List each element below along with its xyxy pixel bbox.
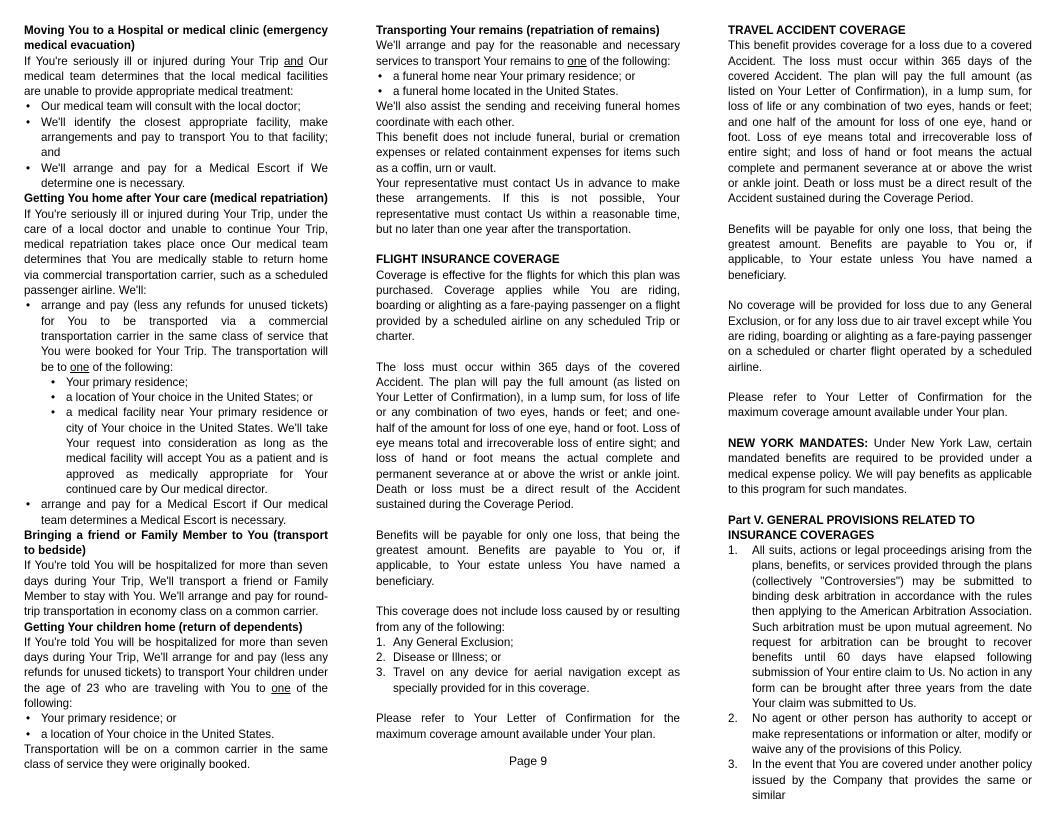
list-number: 1. [376, 635, 386, 649]
list-item: • a funeral home located in the United States. [376, 84, 680, 99]
list-item [376, 650, 680, 665]
list-item [24, 298, 328, 497]
column-middle [376, 23, 680, 742]
spacer [728, 421, 1032, 436]
list-text: Any General Exclusion; [393, 635, 514, 649]
spacer [376, 589, 680, 604]
list-item [728, 711, 1032, 757]
spacer [376, 237, 680, 252]
column-left [24, 23, 328, 773]
spacer [728, 497, 1032, 512]
list-item: • a location of Your choice in the United States; or [49, 390, 328, 405]
list-number: 2. [376, 651, 386, 665]
list-item: • Our medical team will consult with the local doctor; [24, 99, 328, 114]
paragraph-flight-effective: Coverage is effective for the flights for which this plan was purchased. Coverage applies while You are riding, boarding or alighting as a fare-paying passenger on a flight provided by a scheduled airline on any scheduled Trip or charter. [376, 268, 680, 343]
list-item [728, 543, 1032, 711]
underlined-one: one [567, 54, 587, 68]
heading-return-of-dependents: Getting Your children home (return of dependents) [24, 620, 303, 634]
paragraph-remains-assist: We'll also assist the sending and receiving funeral homes coordinate with each other. [376, 100, 680, 129]
flight-exclusions-list [376, 635, 680, 696]
list-item: • a location of Your choice in the United States. [24, 727, 328, 742]
list-number: 3. [728, 758, 738, 772]
column-right [728, 23, 1032, 803]
paragraph-new-york-mandates [728, 436, 1032, 497]
list-number: 1. [728, 544, 738, 558]
dependents-list [24, 711, 328, 742]
text-span: If You're seriously ill or injured during Your Trip [24, 54, 284, 68]
paragraph-flight-benefits: Benefits will be payable for only one loss, that being the greatest amount. Benefits are payable to You or, if applicable, to Your estate unless You have named a beneficiary. [376, 528, 680, 588]
text-span: If You're told You will be hospitalized for more than seven days during Your Trip, We'll arrange for and pay (less any refunds for unused tickets) to transport Your children under the age of 23 who are traveling with You to [24, 635, 328, 695]
paragraph-travel-benefit: This benefit provides coverage for a loss due to a covered Accident. The loss must occur within 365 days of the covered Accident. The plan will pay the full amount (as listed on Your Letter of Confirmation), in a lump sum, for loss of life or any combination of two eyes, hands or feet; and one half of the amount for loss of one eye, hand or foot. Loss of eye means total and irrecoverable loss of entire sight; and loss of hand or foot means the actual complete and permanent severance at or above the wrist or ankle joint. Death or loss must be a direct result of the Accident sustained during the Coverage Period. [728, 39, 1032, 206]
spacer [728, 283, 1032, 298]
list-item: • Your primary residence; [49, 375, 328, 390]
evacuation-list [24, 99, 328, 191]
list-item: • a medical facility near Your primary residence or city of Your choice in the United States. We'll take Your request into consideration as long as the medical facility will accept You as a patient and is approved as medically appropriate for Your continued care by Our medical director. [49, 405, 328, 497]
text-span: of the following: [89, 360, 174, 374]
spacer [728, 375, 1032, 390]
repatriation-list [24, 298, 328, 527]
spacer [376, 696, 680, 711]
heading-travel-accident: TRAVEL ACCIDENT COVERAGE [728, 24, 906, 37]
paragraph-travel-refer: Please refer to Your Letter of Confirmation for the maximum coverage amount available under Your plan. [728, 391, 1032, 420]
text-span: arrange and pay (less any refunds for unused tickets) for You to be transported via a commercial transportation carrier in the same class of service that You were booked for Your Trip. The transportation will be to [41, 299, 328, 374]
ny-label: NEW YORK MANDATES: [728, 437, 869, 451]
paragraph-dependents-intro [24, 635, 328, 711]
paragraph-flight-loss: The loss must occur within 365 days of the covered Accident. The plan will pay the full amount (as listed on Your Letter of Confirmation), in a lump sum, for loss of life or any combination of two eyes, hands or feet; and one-half of the amount for loss of one eye, hand or foot. Loss of eye means total and irrecoverable loss of entire sight; and loss of hand or foot means the actual complete and permanent severance at or above the wrist or ankle joint. Death or loss must be a direct result of the Accident sustained during the Coverage Period. [376, 360, 680, 512]
paragraph-remains-exclusion: This benefit does not include funeral, burial or cremation expenses or related containment expenses for items such as a coffin, urn or vault. [376, 131, 680, 175]
list-text: Disease or Illness; or [393, 651, 502, 665]
underlined-one: one [271, 681, 291, 695]
heading-flight-insurance: FLIGHT INSURANCE COVERAGE [376, 253, 560, 267]
paragraph-remains-intro [376, 38, 680, 69]
list-item: • a funeral home near Your primary residence; or [376, 69, 680, 84]
paragraph-bedside: If You're told You will be hospitalized for more than seven days during Your Trip, We'll transport a friend or Family Member to stay with You. We'll arrange and pay for round-trip transportation in economy class on a common carrier. [24, 559, 328, 619]
paragraph-travel-benefits-payable: Benefits will be payable for only one loss, that being the greatest amount. Benefits are payable to You or, if applicable, to Your estate unless You have named a beneficiary. [728, 222, 1032, 282]
page-number: Page 9 [508, 754, 548, 768]
text-span: Our medical team determines that the local medical facilities are unable to provide appropriate medical treatment: [24, 54, 328, 99]
underlined-and: and [283, 54, 304, 68]
heading-medical-repatriation: Getting You home after Your care (medical repatriation) [24, 192, 328, 206]
paragraph-repatriation-intro: If You're seriously ill or injured during Your Trip, under the care of a local doctor and unable to continue Your Trip, medical repatriation takes place once Our medical team determines that You are medically stable to return home via commercial transportation carrier, such as a scheduled passenger airline. We'll: [24, 207, 328, 298]
list-item [376, 635, 680, 650]
list-text: No agent or other person has authority to accept or make representations or information or alter, modify or waive any of the provisions of this Policy. [752, 712, 1032, 756]
remains-list [376, 69, 680, 100]
list-item: • arrange and pay for a Medical Escort if Our medical team determines a Medical Escort is necessary. [24, 497, 328, 528]
underlined-one: one [70, 360, 90, 374]
heading-repatriation-of-remains: Transporting Your remains (repatriation of remains) [376, 24, 660, 37]
paragraph-remains-contact: Your representative must contact Us in advance to make these arrangements. If this is not possible, Your representative must contact Us within a reasonable time, but no later than one year after the transportation. [376, 176, 680, 236]
list-number: 2. [728, 712, 738, 726]
text-span: of the following: [586, 54, 671, 68]
paragraph-flight-exclusions-intro: This coverage does not include loss caused by or resulting from any of the following: [376, 605, 680, 634]
paragraph-travel-no-coverage: No coverage will be provided for loss due to any General Exclusion, or for any loss due to air travel except while You are riding, boarding or alighting as a fare-paying passenger on a scheduled or charter flight operated by a scheduled airline. [728, 299, 1032, 374]
repatriation-sublist [49, 375, 328, 497]
list-number: 3. [376, 666, 386, 680]
list-item: • Your primary residence; or [24, 711, 328, 726]
heading-transport-to-bedside: Bringing a friend or Family Member to You (transport to bedside) [24, 528, 328, 558]
spacer [376, 513, 680, 528]
spacer [728, 207, 1032, 222]
text-span: We'll arrange and pay for the reasonable and necessary services to transport Your remains to [376, 39, 680, 68]
text-span: of the following: [24, 681, 328, 711]
list-text: In the event that You are covered under another policy issued by the Company that provides the same or similar [752, 758, 1032, 802]
paragraph-flight-refer: Please refer to Your Letter of Confirmation for the maximum coverage amount available under Your plan. [376, 712, 680, 741]
heading-general-provisions: Part V. GENERAL PROVISIONS RELATED TO INSURANCE COVERAGES [728, 513, 975, 542]
text-span: Under New York Law, certain mandated benefits are required to be provided under a medical expense policy. We will pay benefits as applicable to this program for such mandates. [728, 437, 1032, 496]
list-text: Travel on any device for aerial navigation except as specially provided for in this coverage. [393, 666, 680, 695]
list-item: • We'll identify the closest appropriate facility, make arrangements and pay to transport You to that facility; and [24, 115, 328, 161]
list-text: All suits, actions or legal proceedings arising from the plans, benefits, or services provided through the plans (collectively "Controversies") may be submitted to binding desk arbitration in accordance with the rules then applying to the American Arbitration Association. Such arbitration must be upon mutual agreement. No request for arbitration can be brought to recover benefits until 60 days have elapsed following submission of Your entire claim to Us. No action in any form can be brought after three years from the date Your claim was submitted to Us. [752, 544, 1032, 711]
list-item [376, 665, 680, 696]
heading-emergency-evacuation: Moving You to a Hospital or medical clinic (emergency medical evacuation) [24, 24, 328, 53]
paragraph-evacuation-intro [24, 54, 328, 100]
paragraph-dependents-closing: Transportation will be on a common carrier in the same class of service they were originally booked. [24, 742, 328, 772]
list-item: • We'll arrange and pay for a Medical Escort if We determine one is necessary. [24, 161, 328, 192]
spacer [376, 344, 680, 359]
